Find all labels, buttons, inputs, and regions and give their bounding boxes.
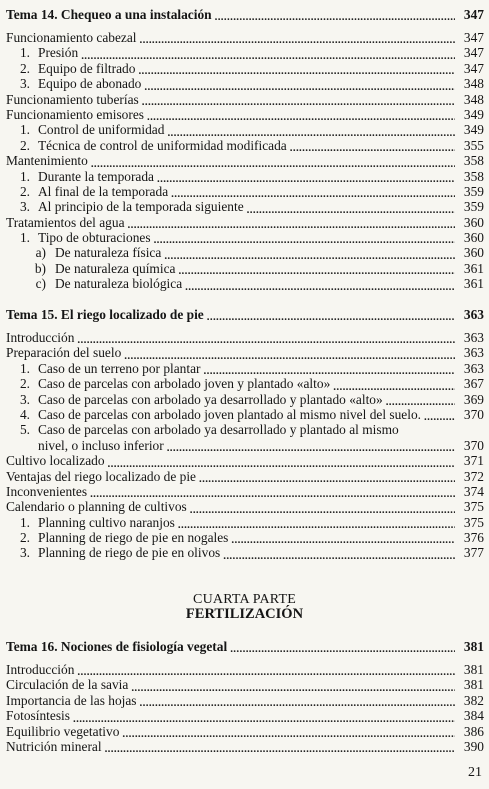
entry-page: 384 xyxy=(463,708,484,724)
dot-leader xyxy=(138,66,455,76)
page-number: 21 xyxy=(468,765,482,780)
dot-leader xyxy=(290,143,455,153)
entry-title: Ventajas del riego localizado de pie xyxy=(6,468,196,484)
entry-title: Nutrición mineral xyxy=(6,738,102,754)
entry-title: Al principio de la temporada siguiente xyxy=(38,199,244,215)
toc-entry xyxy=(6,61,484,76)
toc-entry xyxy=(6,345,484,360)
dot-leader xyxy=(199,474,455,484)
entry-page: 360 xyxy=(463,230,484,246)
entry-page: 390 xyxy=(463,738,484,754)
dot-leader xyxy=(230,644,455,654)
entry-title: De naturaleza química xyxy=(55,260,176,276)
entry-title: Tratamientos del agua xyxy=(6,214,125,230)
entry-number: 1. xyxy=(19,360,30,376)
entry-page: 367 xyxy=(463,376,484,392)
dot-leader xyxy=(333,382,455,392)
row-gap xyxy=(6,22,484,30)
entry-number: 3. xyxy=(19,545,30,561)
entry-number: b) xyxy=(34,260,46,276)
tema-title: Tema 15. El riego localizado de pie xyxy=(6,306,204,322)
entry-page: 361 xyxy=(463,276,484,292)
entry-page: 355 xyxy=(463,137,484,153)
entry-page: 359 xyxy=(463,183,484,199)
entry-page: 348 xyxy=(463,91,484,107)
dot-leader xyxy=(167,128,455,138)
entry-title: Planning cultivo naranjos xyxy=(38,514,175,530)
entry-page: 371 xyxy=(463,453,484,469)
toc-entry xyxy=(6,484,484,499)
dot-leader xyxy=(81,51,455,61)
toc-entry xyxy=(6,376,484,391)
entry-title: Importancia de las hojas xyxy=(6,692,137,708)
dot-leader xyxy=(77,335,455,345)
dot-leader xyxy=(108,459,455,469)
entry-page: 375 xyxy=(463,514,484,530)
toc-entry xyxy=(6,138,484,153)
entry-title: Equilibrio vegetativo xyxy=(6,723,120,739)
part-name: FERTILIZACIÓN xyxy=(185,606,304,622)
toc-entry xyxy=(6,199,484,214)
entry-page: 386 xyxy=(463,723,484,739)
toc-entry xyxy=(6,662,484,677)
dot-leader xyxy=(164,251,455,261)
entry-number: 3. xyxy=(19,199,30,215)
entry-title: De naturaleza física xyxy=(55,245,162,261)
entry-title: Cultivo localizado xyxy=(6,453,105,469)
tema-title: Tema 14. Chequeo a una instalación xyxy=(6,6,212,22)
entry-number: 2. xyxy=(19,530,30,546)
entry-title-continued: nivel, o incluso inferior xyxy=(38,437,164,453)
entry-page: 361 xyxy=(463,260,484,276)
entry-page: 347 xyxy=(463,6,484,22)
entry-title: De naturaleza biológica xyxy=(55,276,183,292)
dot-leader xyxy=(144,82,455,92)
entry-title: Tipo de obturaciones xyxy=(38,230,151,246)
dot-leader xyxy=(231,535,455,545)
entry-title: Caso de parcelas con arbolado ya desarrollado y plantado «alto» xyxy=(38,391,383,407)
entry-page: 377 xyxy=(463,545,484,561)
toc-entry xyxy=(6,407,484,422)
entry-title: Presión xyxy=(38,45,79,61)
entry-number: 1. xyxy=(19,230,30,246)
entry-number: 1. xyxy=(19,514,30,530)
entry-title: Técnica de control de uniformidad modificada xyxy=(38,137,287,153)
toc-entry xyxy=(6,330,484,345)
dot-leader xyxy=(190,505,455,515)
entry-title: Equipo de abonado xyxy=(38,76,142,92)
entry-number: 4. xyxy=(19,406,30,422)
toc-entry xyxy=(6,184,484,199)
toc-entry xyxy=(6,215,484,230)
dot-leader xyxy=(178,520,455,530)
entry-number: 1. xyxy=(19,122,30,138)
dot-leader xyxy=(207,312,455,322)
toc-entry xyxy=(6,724,484,739)
entry-page: 349 xyxy=(463,106,484,122)
entry-page: 360 xyxy=(463,214,484,230)
entry-page: 363 xyxy=(463,360,484,376)
dot-leader xyxy=(140,35,455,45)
entry-page: 360 xyxy=(463,245,484,261)
entry-number: 2. xyxy=(19,60,30,76)
toc-entry xyxy=(6,153,484,168)
toc-entry xyxy=(6,30,484,45)
entry-title: Planning de riego de pie en nogales xyxy=(38,530,229,546)
entry-title: Durante la temporada xyxy=(38,168,154,184)
dot-leader xyxy=(140,698,455,708)
toc-entry xyxy=(6,122,484,137)
dot-leader xyxy=(178,266,455,276)
toc-entry xyxy=(6,169,484,184)
entry-page: 372 xyxy=(463,468,484,484)
entry-title: Caso de parcelas con arbolado ya desarrollado y plantado al mismo xyxy=(38,422,399,438)
entry-number: 3. xyxy=(19,391,30,407)
toc-entry xyxy=(6,92,484,107)
entry-page: 358 xyxy=(463,153,484,169)
entry-title: Funcionamiento cabezal xyxy=(6,29,137,45)
toc-entry xyxy=(6,499,484,514)
entry-page: 359 xyxy=(463,199,484,215)
entry-page: 363 xyxy=(463,329,484,345)
entry-title: Planning de riego de pie en olivos xyxy=(38,545,221,561)
entry-page: 381 xyxy=(463,677,484,693)
entry-title: Funcionamiento emisores xyxy=(6,106,144,122)
entry-number: 2. xyxy=(19,137,30,153)
entry-title: Equipo de filtrado xyxy=(38,60,136,76)
entry-page: 370 xyxy=(463,437,484,453)
dot-leader xyxy=(91,159,455,169)
toc-entry xyxy=(6,76,484,91)
dot-leader xyxy=(424,412,455,422)
entry-title: Caso de un terreno por plantar xyxy=(38,360,201,376)
entry-number: 2. xyxy=(19,183,30,199)
entry-page: 382 xyxy=(463,692,484,708)
entry-title: Introducción xyxy=(6,661,75,677)
dot-leader xyxy=(157,174,455,184)
tema-heading xyxy=(6,305,484,322)
dot-leader xyxy=(105,744,455,754)
entry-page: 370 xyxy=(463,406,484,422)
toc-entry xyxy=(6,469,484,484)
toc-entry xyxy=(6,107,484,122)
toc-entry xyxy=(6,361,484,376)
toc-entry-line xyxy=(6,422,484,437)
entry-number: 3. xyxy=(19,76,30,92)
entry-title: Caso de parcelas con arbolado joven y plantado «alto» xyxy=(38,376,331,392)
dot-leader xyxy=(131,683,455,693)
entry-title: Introducción xyxy=(6,329,75,345)
toc-entry xyxy=(6,739,484,754)
toc-entry xyxy=(6,693,484,708)
toc-entry xyxy=(6,392,484,407)
dot-leader xyxy=(171,189,455,199)
entry-title: Fotosíntesis xyxy=(6,708,70,724)
dot-leader xyxy=(154,235,455,245)
toc-entry xyxy=(6,245,484,260)
toc-entry xyxy=(6,677,484,692)
toc-entry xyxy=(6,708,484,723)
entry-title: Control de uniformidad xyxy=(38,122,165,138)
entry-title: Mantenimiento xyxy=(6,153,88,169)
dot-leader xyxy=(77,667,455,677)
toc-entry xyxy=(6,453,484,468)
dot-leader xyxy=(142,97,455,107)
entry-page: 349 xyxy=(463,122,484,138)
row-gap xyxy=(6,654,484,662)
toc-section-tema-15 xyxy=(6,305,484,561)
dot-leader xyxy=(167,443,455,453)
entry-page: 363 xyxy=(463,345,484,361)
entry-title: Inconvenientes xyxy=(6,483,88,499)
entry-page: 347 xyxy=(463,60,484,76)
tema-heading xyxy=(6,5,484,22)
entry-title: Circulación de la savia xyxy=(6,677,129,693)
entry-page: 375 xyxy=(463,499,484,515)
toc-entry xyxy=(6,45,484,60)
entry-page: 369 xyxy=(463,391,484,407)
entry-number: 1. xyxy=(19,168,30,184)
entry-page: 363 xyxy=(463,306,484,322)
dot-leader xyxy=(73,714,455,724)
entry-number: a) xyxy=(35,245,46,261)
toc-entry xyxy=(6,438,484,453)
toc-entry xyxy=(6,545,484,560)
entry-page: 376 xyxy=(463,530,484,546)
entry-page: 381 xyxy=(463,638,484,654)
entry-page: 348 xyxy=(463,76,484,92)
toc-section-tema-16 xyxy=(6,637,484,754)
part-label: CUARTA PARTE xyxy=(193,592,296,607)
dot-leader xyxy=(386,397,455,407)
dot-leader xyxy=(124,351,455,361)
entry-number: 2. xyxy=(19,376,30,392)
entry-title: Preparación del suelo xyxy=(6,345,122,361)
dot-leader xyxy=(223,551,455,561)
entry-page: 347 xyxy=(463,29,484,45)
dot-leader xyxy=(247,205,455,215)
toc-entry xyxy=(6,230,484,245)
entry-title: Al final de la temporada xyxy=(38,183,169,199)
entry-title: Funcionamiento tuberías xyxy=(6,91,139,107)
toc-entry xyxy=(6,515,484,530)
entry-number: 5. xyxy=(19,422,30,438)
dot-leader xyxy=(122,729,455,739)
row-gap xyxy=(6,322,484,330)
entry-page: 374 xyxy=(463,483,484,499)
toc-entry xyxy=(6,530,484,545)
entry-page: 381 xyxy=(463,661,484,677)
dot-leader xyxy=(128,220,455,230)
dot-leader xyxy=(147,112,455,122)
toc-entry xyxy=(6,261,484,276)
entry-title: Calendario o planning de cultivos xyxy=(6,499,187,515)
dot-leader xyxy=(215,12,455,22)
entry-number: c) xyxy=(35,276,46,292)
entry-number: 1. xyxy=(19,45,30,61)
tema-heading xyxy=(6,637,484,654)
toc-section-tema-14 xyxy=(6,5,484,292)
dot-leader xyxy=(90,489,455,499)
entry-page: 358 xyxy=(463,168,484,184)
tema-title: Tema 16. Nociones de fisiología vegetal xyxy=(6,638,228,654)
dot-leader xyxy=(185,282,455,292)
dot-leader xyxy=(204,366,456,376)
entry-page: 347 xyxy=(463,45,484,61)
entry-title: Caso de parcelas con arbolado joven plantado al mismo nivel del suelo. xyxy=(38,406,422,422)
toc-entry xyxy=(6,276,484,291)
